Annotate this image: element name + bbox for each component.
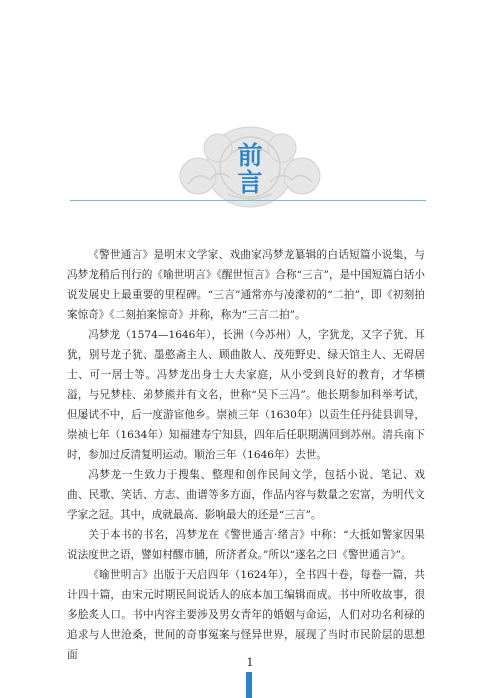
paragraph: 冯梦龙（1574—1646年），长洲（今苏州）人，字犹龙，又字子犹、耳犹，别号龙子犹、墨憨斋主人、顾曲散人、茂苑野史、绿天馆主人、无碍居士、可一居士等。冯梦龙出身士大夫家庭，从小受到良好的教育，才华横溢，与兄梦桂、弟梦熊并有文名，世称“吴下三冯”。他长期参加科举考试，但屡试不中，后一度游宦他乡。崇祯三年（1630年）以贡生任丹徒县训导，崇祯七年（1634年）知福建寿宁知县，四年后任职期满回到苏州。清兵南下时，参加过反清复明运动。顺治三年（1646年）去世。 [67, 329, 425, 461]
paragraph: 关于本书的书名，冯梦龙在《警世通言·绪言》中称：“大抵如警家因果说法度世之语，譬如村醪市脯，所济者众。”所以“遂名之曰《警世通言》”。 [67, 529, 425, 561]
title-char-1: 前 [237, 141, 263, 170]
paragraph: 《喻世明言》出版于天启四年（1624年），全书四十卷，每卷一篇，共计四十篇，由宋元时期民间说话人的底本加工编辑而成。书中所收故事，很多脍炙人口。书中内容主要涉及男女青年的婚姻与命运，人们对功名利禄的追求与人世沧桑，世间的奇事冤案与怪异世界，展现了当时市民阶层的思想面 [67, 569, 425, 661]
paragraph: 《警世通言》是明末文学家、戏曲家冯梦龙纂辑的白话短篇小说集，与冯梦龙稍后刊行的《喻世明言》《醒世恒言》合称“三言”，是中国短篇白话小说发展史上最重要的里程碑。“三言”通常亦与凌濛初的“二拍”，即《初刻拍案惊奇》《二刻拍案惊奇》并称，称为“三言二拍”。 [67, 249, 425, 321]
page-number: 1 [246, 656, 254, 669]
body-text [67, 245, 425, 665]
page-title [0, 142, 500, 198]
footer-accent-bar [246, 672, 252, 698]
paragraph: 冯梦龙一生致力于搜集、整理和创作民间文学，包括小说、笔记、戏曲、民歌、笑话、方志、曲谱等多方面，作品内容与数量之宏富，为明代文学家之冠。其中，成就最高、影响最大的还是“三言”。 [67, 469, 425, 521]
title-divider [70, 200, 426, 201]
title-char-2: 言 [237, 168, 263, 197]
